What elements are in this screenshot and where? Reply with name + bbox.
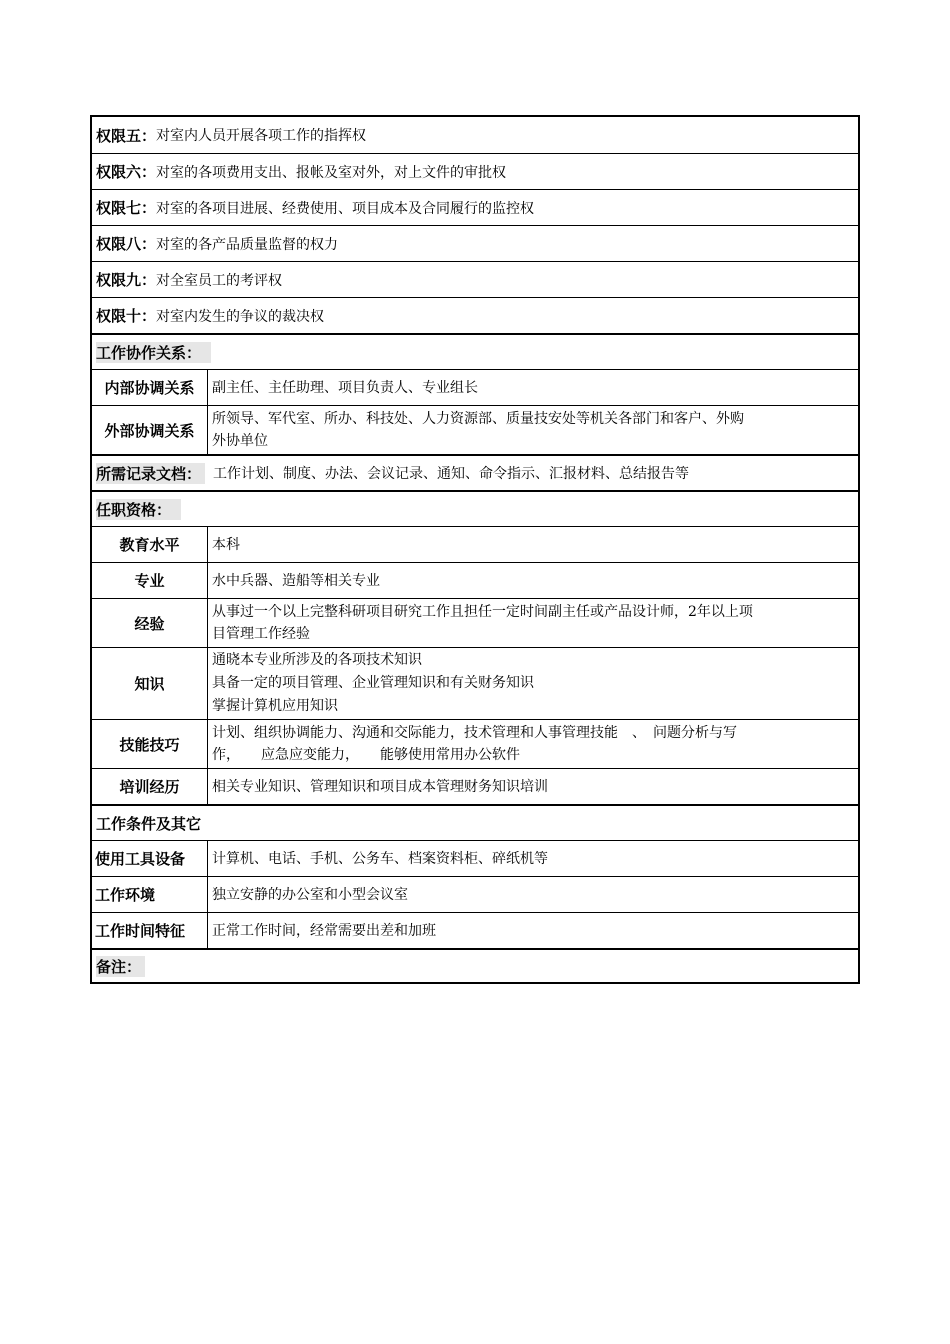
authority-text: 对室的各项目进展、经费使用、项目成本及合同履行的监控权: [156, 200, 535, 217]
authority-row-10: [92, 297, 858, 333]
work-time-value: 正常工作时间，经常需要出差和加班: [212, 922, 436, 939]
major-value: 水中兵器、造船等相关专业: [212, 572, 380, 589]
major-label: 专业: [92, 563, 208, 598]
authority-label: 权限五：: [96, 126, 157, 145]
work-time-row: [92, 912, 858, 948]
skills-row: [92, 719, 858, 768]
external-coordination-line: 外协单位: [212, 433, 268, 449]
training-row: [92, 768, 858, 804]
records-row: [92, 454, 858, 490]
records-label: 所需记录文档：: [96, 463, 205, 484]
internal-coordination-row: [92, 369, 858, 405]
tools-label: 使用工具设备: [92, 841, 208, 876]
training-label: 培训经历: [92, 769, 208, 804]
authority-text: 对室的各产品质量监督的权力: [156, 236, 339, 253]
authority-label: 权限六：: [96, 163, 157, 181]
education-row: [92, 526, 858, 562]
environment-label: 工作环境: [92, 877, 208, 912]
qualifications-heading-row: [92, 490, 858, 526]
external-coordination-row: [92, 405, 858, 454]
authority-text: 对室内发生的争议的裁决权: [156, 308, 325, 325]
authority-row-9: [92, 261, 858, 297]
authority-row-5: [92, 117, 858, 153]
skills-line: 作， 应急应变能力， 能够使用常用办公软件: [212, 747, 520, 763]
external-coordination-label: 外部协调关系: [92, 406, 208, 454]
education-label: 教育水平: [92, 527, 208, 562]
experience-line: 从事过一个以上完整科研项目研究工作且担任一定时间副主任或产品设计师，2年以上项: [212, 604, 753, 620]
authority-text: 对室内人员开展各项工作的指挥权: [156, 128, 367, 144]
authority-text: 对室的各项费用支出、报帐及室对外，对上文件的审批权: [156, 164, 507, 181]
skills-line: 计划、组织协调能力、沟通和交际能力，技术管理和人事管理技能 、 问题分析与写: [212, 725, 737, 741]
conditions-heading: 工作条件及其它: [96, 814, 202, 833]
knowledge-line: 具备一定的项目管理、企业管理知识和有关财务知识: [212, 675, 534, 691]
skills-label: 技能技巧: [92, 720, 208, 768]
knowledge-label: 知识: [92, 648, 208, 719]
tools-row: [92, 840, 858, 876]
work-time-label: 工作时间特征: [92, 913, 208, 948]
environment-value: 独立安静的办公室和小型会议室: [212, 886, 408, 903]
authority-label: 权限八：: [96, 235, 157, 253]
tools-value: 计算机、电话、手机、公务车、档案资料柜、碎纸机等: [212, 850, 548, 867]
authority-label: 权限九：: [96, 271, 157, 289]
authority-row-7: [92, 189, 858, 225]
remarks-label: 备注：: [96, 956, 145, 977]
conditions-heading-row: [92, 804, 858, 840]
authority-row-8: [92, 225, 858, 261]
records-value: 工作计划、制度、办法、会议记录、通知、命令指示、汇报材料、总结报告等: [213, 466, 690, 482]
authority-text: 对全室员工的考评权: [156, 272, 283, 289]
external-coordination-line: 所领导、军代室、所办、科技处、人力资源部、质量技安处等机关各部门和客户、外购: [212, 411, 744, 427]
education-value: 本科: [212, 536, 240, 553]
training-value: 相关专业知识、管理知识和项目成本管理财务知识培训: [212, 778, 548, 795]
authority-label: 权限十：: [96, 307, 157, 325]
knowledge-line: 通晓本专业所涉及的各项技术知识: [212, 652, 422, 668]
job-description-table: [90, 115, 860, 984]
remarks-row: [92, 948, 858, 982]
knowledge-line: 掌握计算机应用知识: [212, 698, 338, 714]
experience-line: 目管理工作经验: [212, 626, 310, 642]
environment-row: [92, 876, 858, 912]
authority-label: 权限七：: [96, 199, 157, 217]
qualifications-heading: 任职资格：: [96, 499, 181, 520]
experience-label: 经验: [92, 599, 208, 647]
knowledge-row: [92, 647, 858, 719]
internal-coordination-value: 副主任、主任助理、项目负责人、专业组长: [212, 379, 478, 396]
major-row: [92, 562, 858, 598]
experience-row: [92, 598, 858, 647]
authority-row-6: [92, 153, 858, 189]
cooperation-heading: 工作协作关系：: [96, 342, 211, 363]
internal-coordination-label: 内部协调关系: [92, 370, 208, 405]
cooperation-heading-row: [92, 333, 858, 369]
